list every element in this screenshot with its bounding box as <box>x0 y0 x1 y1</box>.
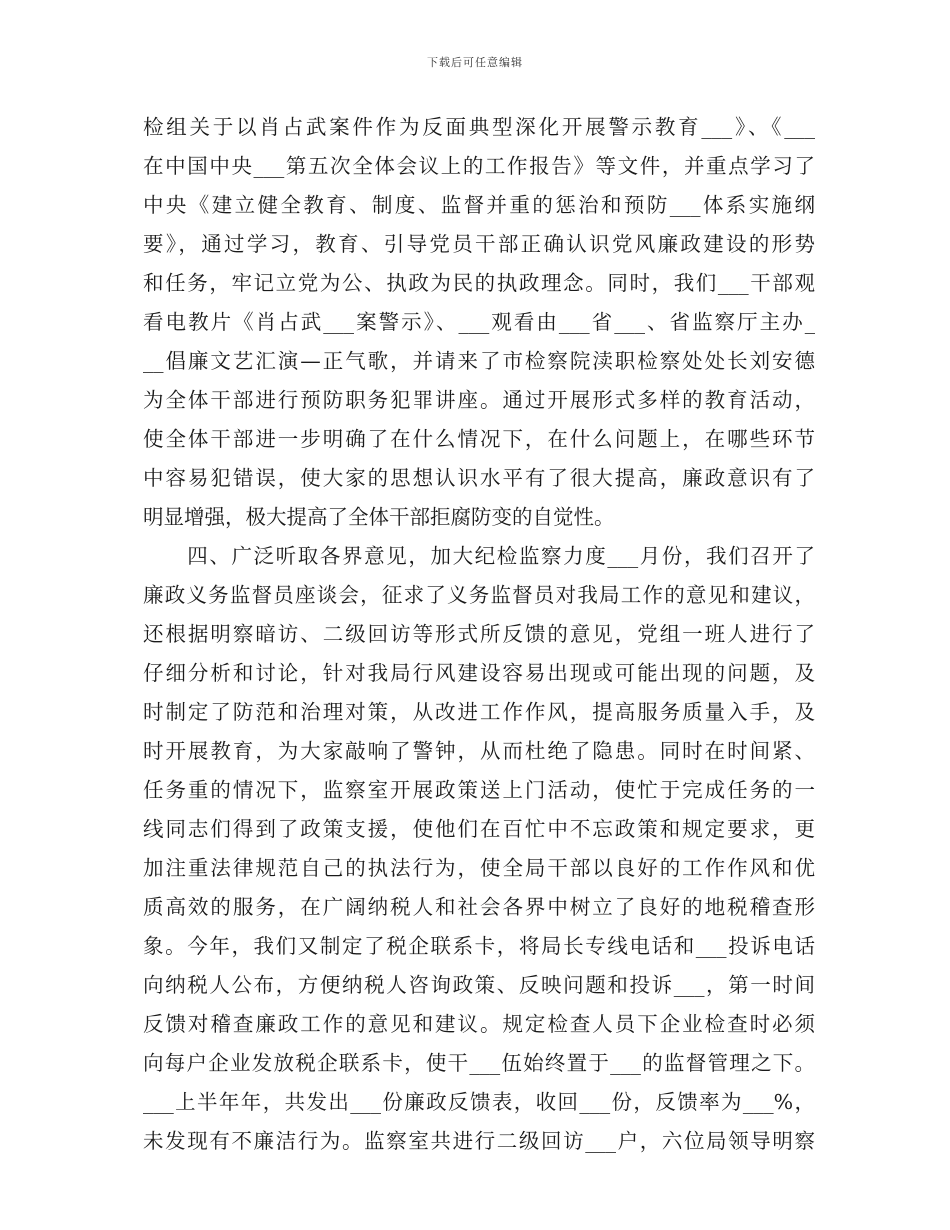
paragraph-line: 仔细分析和讨论，针对我局行风建设容易出现或可能出现的问题，及 <box>143 661 815 685</box>
section-heading-line: 四、广泛听取各界意见，加大纪检监察力度___月份，我们召开了 <box>143 544 815 568</box>
paragraph-line: ___上半年年，共发出___份廉政反馈表，收回___份，反馈率为___%， <box>143 1090 815 1114</box>
paragraph-line: 还根据明察暗访、二级回访等形式所反馈的意见，党组一班人进行了 <box>143 622 815 646</box>
paragraph-line: 使全体干部进一步明确了在什么情况下，在什么问题上，在哪些环节 <box>143 427 815 451</box>
page-header: 下载后可任意编辑 <box>427 56 523 69</box>
paragraph-line: 和任务，牢记立党为公、执政为民的执政理念。同时，我们___干部观 <box>143 271 815 295</box>
paragraph-line: 中容易犯错误，使大家的思想认识水平有了很大提高，廉政意识有了 <box>143 466 815 490</box>
paragraph-line: 加注重法律规范自己的执法行为，使全局干部以良好的工作作风和优 <box>143 856 815 880</box>
paragraph-line: 廉政义务监督员座谈会，征求了义务监督员对我局工作的意见和建议， <box>143 583 815 607</box>
paragraph-line: 时开展教育，为大家敲响了警钟，从而杜绝了隐患。同时在时间紧、 <box>143 739 815 763</box>
paragraph-line: 中央《建立健全教育、制度、监督并重的惩治和预防___体系实施纲 <box>143 193 815 217</box>
paragraph-line: 为全体干部进行预防职务犯罪讲座。通过开展形式多样的教育活动， <box>143 388 815 412</box>
paragraph-line: 象。今年，我们又制定了税企联系卡，将局长专线电话和___投诉电话 <box>143 934 815 958</box>
paragraph-line: 看电教片《肖占武___案警示》、___观看由___省___、省监察厅主办_ <box>143 310 815 334</box>
paragraph-line: 线同志们得到了政策支援，使他们在百忙中不忘政策和规定要求，更 <box>143 817 815 841</box>
paragraph-line-last: 明显增强，极大提高了全体干部拒腐防变的自觉性。 <box>143 505 615 529</box>
paragraph-line: 向纳税人公布，方便纳税人咨询政策、反映问题和投诉___，第一时间 <box>143 973 815 997</box>
paragraph-line: 时制定了防范和治理对策，从改进工作作风，提高服务质量入手，及 <box>143 700 815 724</box>
paragraph-line: 任务重的情况下，监察室开展政策送上门活动，使忙于完成任务的一 <box>143 778 815 802</box>
paragraph-line: 要》，通过学习，教育、引导党员干部正确认识党风廉政建设的形势 <box>143 232 815 256</box>
paragraph-line: 反馈对稽查廉政工作的意见和建议。规定检查人员下企业检查时必须 <box>143 1012 815 1036</box>
paragraph-line: __倡廉文艺汇演—正气歌，并请来了市检察院渎职检察处处长刘安德 <box>143 349 815 373</box>
paragraph-line: 未发现有不廉洁行为。监察室共进行二级回访___户，六位局领导明察 <box>143 1129 815 1153</box>
paragraph-line: 在中国中央___第五次全体会议上的工作报告》等文件，并重点学习了 <box>143 154 815 178</box>
paragraph-line: 质高效的服务，在广阔纳税人和社会各界中树立了良好的地税稽查形 <box>143 895 815 919</box>
paragraph-line: 检组关于以肖占武案件作为反面典型深化开展警示教育___》、《___ <box>143 115 815 139</box>
document-body <box>143 108 815 1161</box>
paragraph-line: 向每户企业发放税企联系卡，使干___伍始终置于___的监督管理之下。 <box>143 1051 815 1075</box>
